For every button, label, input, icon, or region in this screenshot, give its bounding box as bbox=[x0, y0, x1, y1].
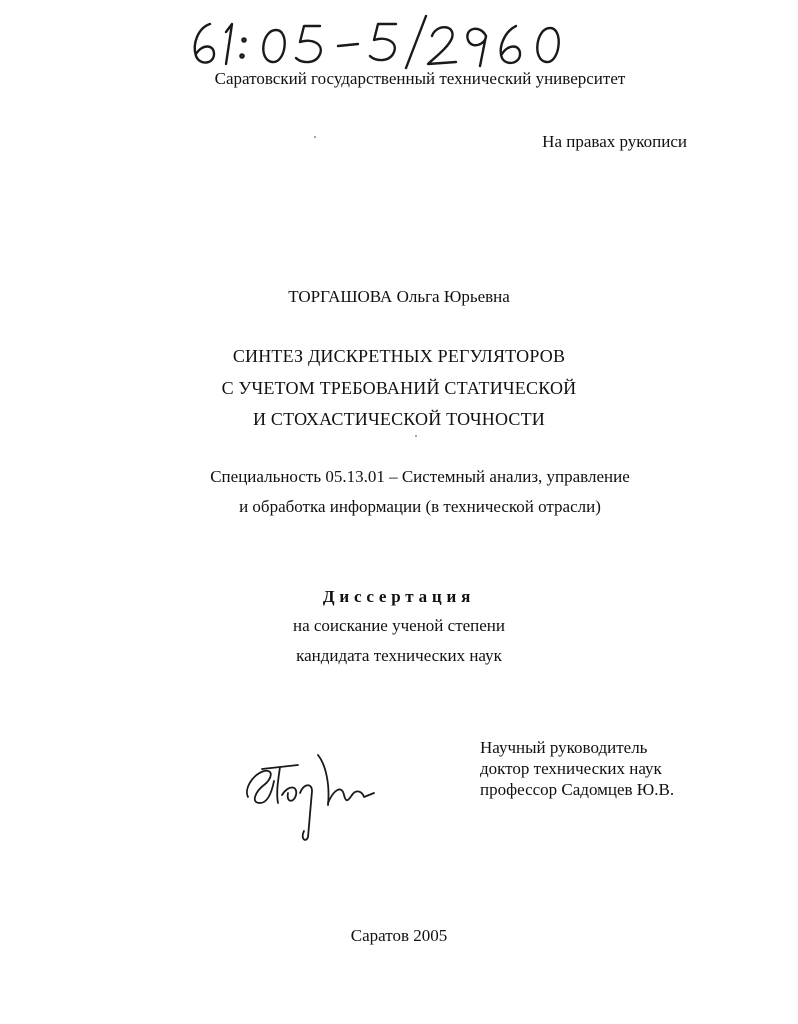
handwritten-code-drawing bbox=[180, 10, 570, 70]
signature-drawing bbox=[238, 745, 378, 845]
supervisor-block bbox=[480, 737, 740, 800]
degree-line-1: на соискание ученой степени bbox=[292, 616, 506, 635]
handwritten-archive-code bbox=[180, 10, 570, 70]
title-line-3: И СТОХАСТИЧЕСКОЙ ТОЧНОСТИ bbox=[253, 409, 545, 429]
specialty-line-1: Специальность 05.13.01 – Системный анализ, управление bbox=[210, 467, 630, 486]
title-line-1: СИНТЕЗ ДИСКРЕТНЫХ РЕГУЛЯТОРОВ bbox=[232, 346, 566, 366]
city-year: Саратов 2005 bbox=[350, 926, 448, 945]
rights-note: На правах рукописи bbox=[542, 132, 687, 151]
title-line-2: С УЧЕТОМ ТРЕБОВАНИЙ СТАТИЧЕСКОЙ bbox=[221, 378, 577, 398]
work-type: Диссертация bbox=[322, 587, 476, 606]
specialty-line-2: и обработка информации (в технической отрасли) bbox=[239, 497, 601, 516]
supervisor-degree: доктор технических наук bbox=[480, 759, 662, 778]
degree-line-2: кандидата технических наук bbox=[296, 646, 502, 665]
author-name: ТОРГАШОВА Ольга Юрьевна bbox=[288, 287, 510, 306]
scan-speck bbox=[314, 136, 316, 138]
supervisor-role: Научный руководитель bbox=[480, 738, 648, 757]
supervisor-name: профессор Садомцев Ю.В. bbox=[480, 780, 675, 799]
university-name: Саратовский государственный технический университет bbox=[214, 69, 626, 88]
handwritten-signature bbox=[238, 745, 378, 845]
scan-speck bbox=[415, 435, 417, 437]
